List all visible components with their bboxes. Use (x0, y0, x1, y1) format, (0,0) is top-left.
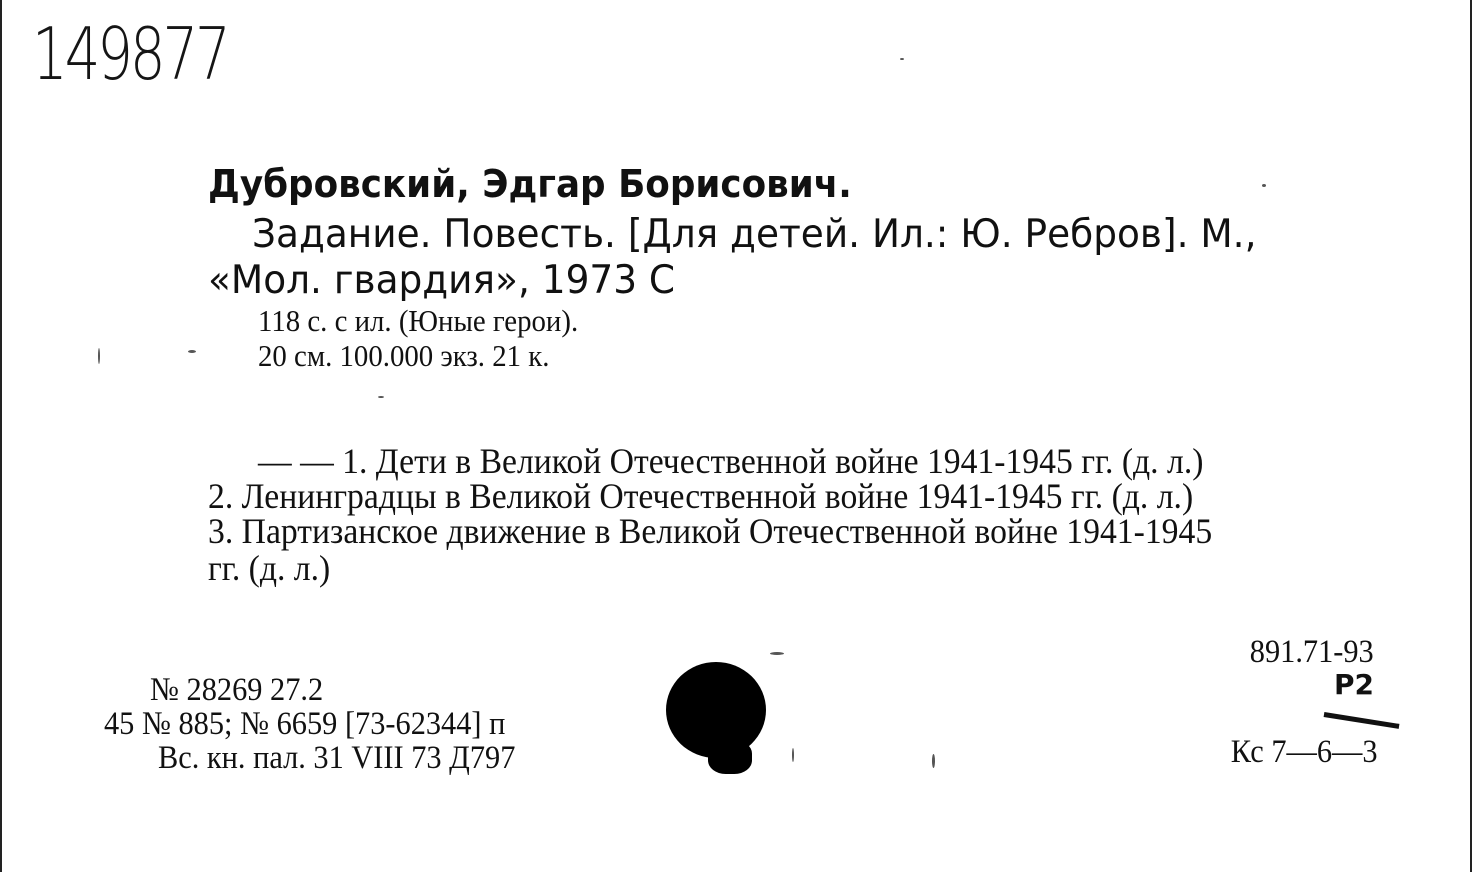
subject-heading-2: 2. Ленинградцы в Великой Отечественной войне 1941-1945 гг. (д. л.) (208, 476, 1194, 516)
title-line-1: Задание. Повесть. [Для детей. Ил.: Ю. Ребров]. М., (252, 212, 1257, 257)
handwritten-number: 149877 (32, 12, 228, 96)
speck (900, 58, 904, 60)
speck (770, 652, 784, 655)
subject-heading-3: 3. Партизанское движение в Великой Отечественной войне 1941-1945 (208, 511, 1213, 551)
speck (792, 748, 794, 762)
speck (932, 754, 935, 768)
speck (1262, 184, 1266, 187)
physical-description-1: 118 с. с ил. (Юные герои). (258, 303, 579, 338)
speck (98, 348, 100, 364)
subject-heading-3-continued: гг. (д. л.) (208, 548, 331, 588)
physical-description-2: 20 см. 100.000 экз. 21 к. (258, 338, 550, 373)
pen-stroke (1324, 712, 1400, 729)
catalog-code: Кс 7—6—3 (1231, 734, 1378, 770)
author-mark: Р2 (1333, 668, 1374, 701)
subject-heading-1: — — 1. Дети в Великой Отечественной войне 1941-1945 гг. (д. л.) (258, 441, 1204, 481)
classification-number: 891.71-93 (1250, 634, 1374, 670)
title-line-2: «Мол. гвардия», 1973 С (208, 258, 676, 303)
speck (188, 350, 196, 353)
ink-blot-tail (708, 740, 752, 774)
footer-line-1: № 28269 27.2 (150, 672, 324, 708)
footer-line-2: 45 № 885; № 6659 [73-62344] п (104, 706, 506, 742)
author-heading: Дубровский, Эдгар Борисович. (208, 162, 852, 206)
speck (378, 396, 384, 398)
footer-line-3: Вс. кн. пал. 31 VIII 73 Д797 (158, 740, 516, 776)
